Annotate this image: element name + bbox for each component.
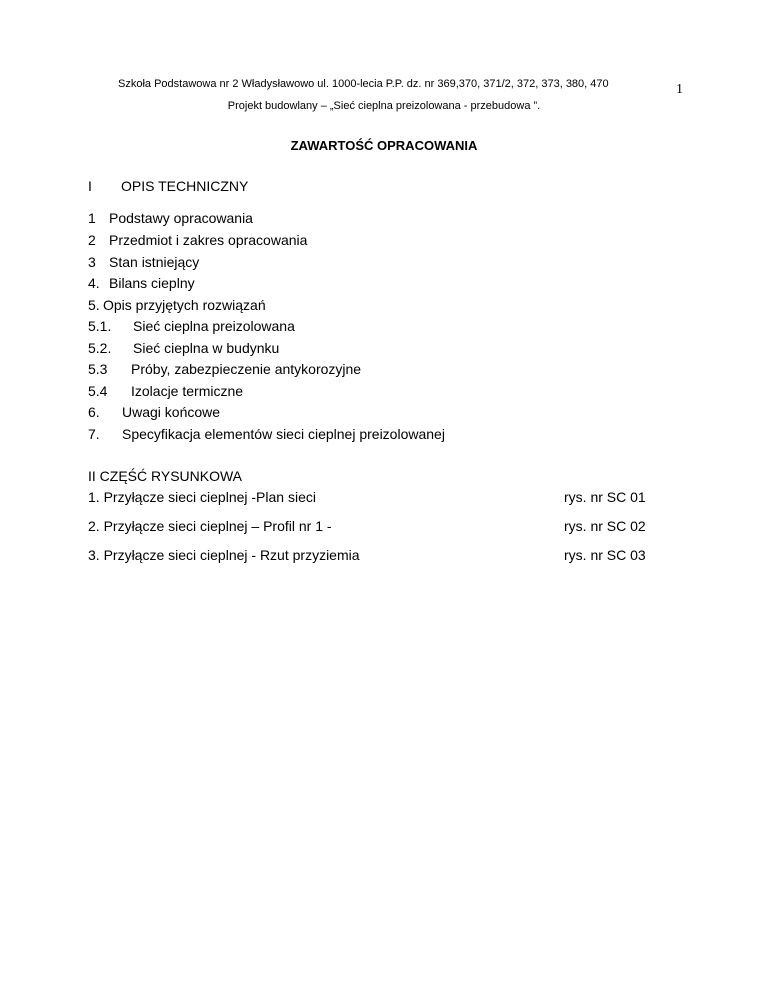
header-project-address: Szkoła Podstawowa nr 2 Władysławowo ul. 1000-lecia P.P. dz. nr 369,370, 371/2, 372, 373, 380, 470 (118, 78, 609, 90)
toc-item (88, 254, 199, 270)
toc-item-number: 4. (88, 275, 100, 291)
toc-item (88, 232, 307, 248)
toc-item (88, 404, 220, 420)
section-heading-drawings: II CZĘŚĆ RYSUNKOWA (88, 468, 243, 484)
toc-item (88, 340, 279, 356)
toc-item-number: 5. (88, 297, 100, 313)
section-heading-technical-description (88, 178, 248, 194)
toc-item-label: Sieć cieplna preizolowana (133, 318, 295, 334)
toc-item-number: 7. (88, 426, 100, 442)
drawing-title: 2. Przyłącze sieci cieplnej – Profil nr 1 - (88, 518, 332, 534)
toc-item-label: Podstawy opracowania (109, 210, 253, 226)
drawing-title: 1. Przyłącze sieci cieplnej -Plan sieci (88, 489, 316, 505)
toc-item-label: Uwagi końcowe (122, 404, 221, 420)
toc-item-number: 6. (88, 404, 100, 420)
toc-item-number: 5.4 (88, 383, 108, 399)
toc-item-label: Izolacje termiczne (131, 383, 244, 399)
toc-item (88, 318, 295, 334)
toc-item-label: Specyfikacja elementów sieci cieplnej preizolowanej (122, 426, 445, 442)
toc-item (88, 426, 445, 442)
toc-item-number: 2 (88, 232, 96, 248)
drawing-list-item (88, 518, 688, 534)
drawing-reference: rys. nr SC 03 (564, 547, 646, 563)
section-number: I (88, 178, 92, 194)
toc-item-number: 5.1. (88, 318, 112, 334)
header-project-name: Projekt budowlany – „Sieć cieplna preizolowana - przebudowa ”. (227, 100, 541, 112)
toc-item (88, 383, 243, 399)
toc-item-label: Próby, zabezpieczenie antykorozyjne (131, 361, 362, 377)
drawing-title: 3. Przyłącze sieci cieplnej - Rzut przyziemia (88, 547, 360, 563)
drawing-reference: rys. nr SC 02 (564, 518, 646, 534)
drawing-reference: rys. nr SC 01 (564, 489, 646, 505)
toc-item-label: Przedmiot i zakres opracowania (109, 232, 308, 248)
toc-item (88, 361, 361, 377)
toc-item-number: 1 (88, 210, 96, 226)
toc-item-label: Opis przyjętych rozwiązań (103, 297, 266, 313)
toc-item-number: 5.2. (88, 340, 112, 356)
section-label: OPIS TECHNICZNY (121, 178, 249, 194)
toc-item (88, 210, 253, 226)
toc-item-label: Bilans cieplny (109, 275, 195, 291)
drawing-list-item (88, 547, 688, 563)
page-number: 1 (676, 82, 683, 97)
toc-item (88, 275, 195, 291)
toc-item-label: Sieć cieplna w budynku (133, 340, 280, 356)
drawing-list-item (88, 489, 688, 505)
toc-item-number: 3 (88, 254, 96, 270)
toc-item-label: Stan istniejący (109, 254, 200, 270)
toc-item (88, 297, 266, 313)
toc-item-number: 5.3 (88, 361, 108, 377)
document-title: ZAWARTOŚĆ OPRACOWANIA (290, 138, 478, 153)
